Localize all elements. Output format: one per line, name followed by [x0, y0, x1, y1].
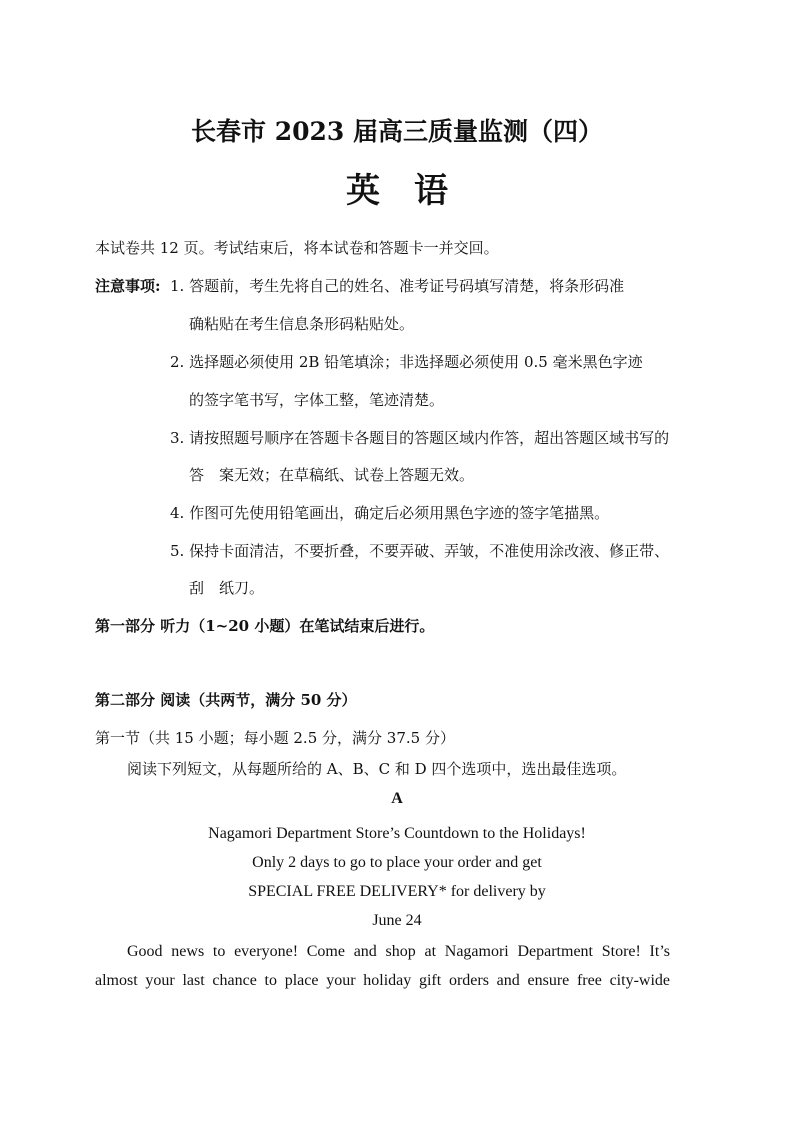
ad-line-2: Only 2 days to go to place your order and get: [252, 854, 542, 871]
passage-label: A: [391, 790, 403, 807]
subject-title: 英语: [346, 171, 482, 211]
instruction-item-3-line-1: 3. 请按照题号顺序在答题卡各题目的答题区域内作答，超出答题区域书写的: [170, 429, 670, 447]
part-one-heading: 第一部分 听力（1~20 小题）在笔试结束后进行。: [95, 617, 435, 635]
instruction-item-5-line-1: 5. 保持卡面清洁，不要折叠，不要弄破、弄皱，不准使用涂改液、修正带、: [170, 542, 670, 560]
part-two-heading: 第二部分 阅读（共两节，满分 50 分）: [95, 691, 357, 709]
reading-directions: 阅读下列短文，从每题所给的 A、B、C 和 D 四个选项中，选出最佳选项。: [127, 760, 627, 778]
ad-line-3: SPECIAL FREE DELIVERY* for delivery by: [248, 883, 546, 900]
instruction-item-5-line-2: 刮 纸刀。: [189, 579, 265, 597]
notice-label: 注意事项:: [95, 277, 161, 295]
section-one-heading: 第一节（共 15 小题；每小题 2.5 分，满分 37.5 分）: [95, 729, 455, 747]
passage-body-line-1: Good news to everyone! Come and shop at Nagamori Department Store! It’s: [127, 943, 670, 960]
instruction-item-1-line-1: 1. 答题前，考生先将自己的姓名、准考证号码填写清楚，将条形码准: [170, 277, 625, 295]
intro-text: 本试卷共 12 页。考试结束后，将本试卷和答题卡一并交回。: [95, 239, 499, 257]
ad-date: June 24: [372, 912, 422, 929]
instruction-item-4: 4. 作图可先使用铅笔画出，确定后必须用黑色字迹的签字笔描黑。: [170, 504, 610, 522]
instruction-item-3-line-2: 答 案无效；在草稿纸、试卷上答题无效。: [189, 466, 475, 484]
passage-body-line-2: almost your last chance to place your holiday gift orders and ensure free city-wide: [95, 972, 670, 989]
instruction-item-2-line-2: 的签字笔书写，字体工整，笔迹清楚。: [189, 391, 445, 409]
exam-title: 长春市 2023 届高三质量监测（四）: [191, 117, 603, 146]
instruction-item-1-line-2: 确粘贴在考生信息条形码粘贴处。: [189, 315, 415, 333]
instruction-item-2-line-1: 2. 选择题必须使用 2B 铅笔填涂；非选择题必须使用 0.5 毫米黑色字迹: [170, 353, 643, 371]
ad-headline: Nagamori Department Store’s Countdown to the Holidays!: [208, 825, 586, 842]
